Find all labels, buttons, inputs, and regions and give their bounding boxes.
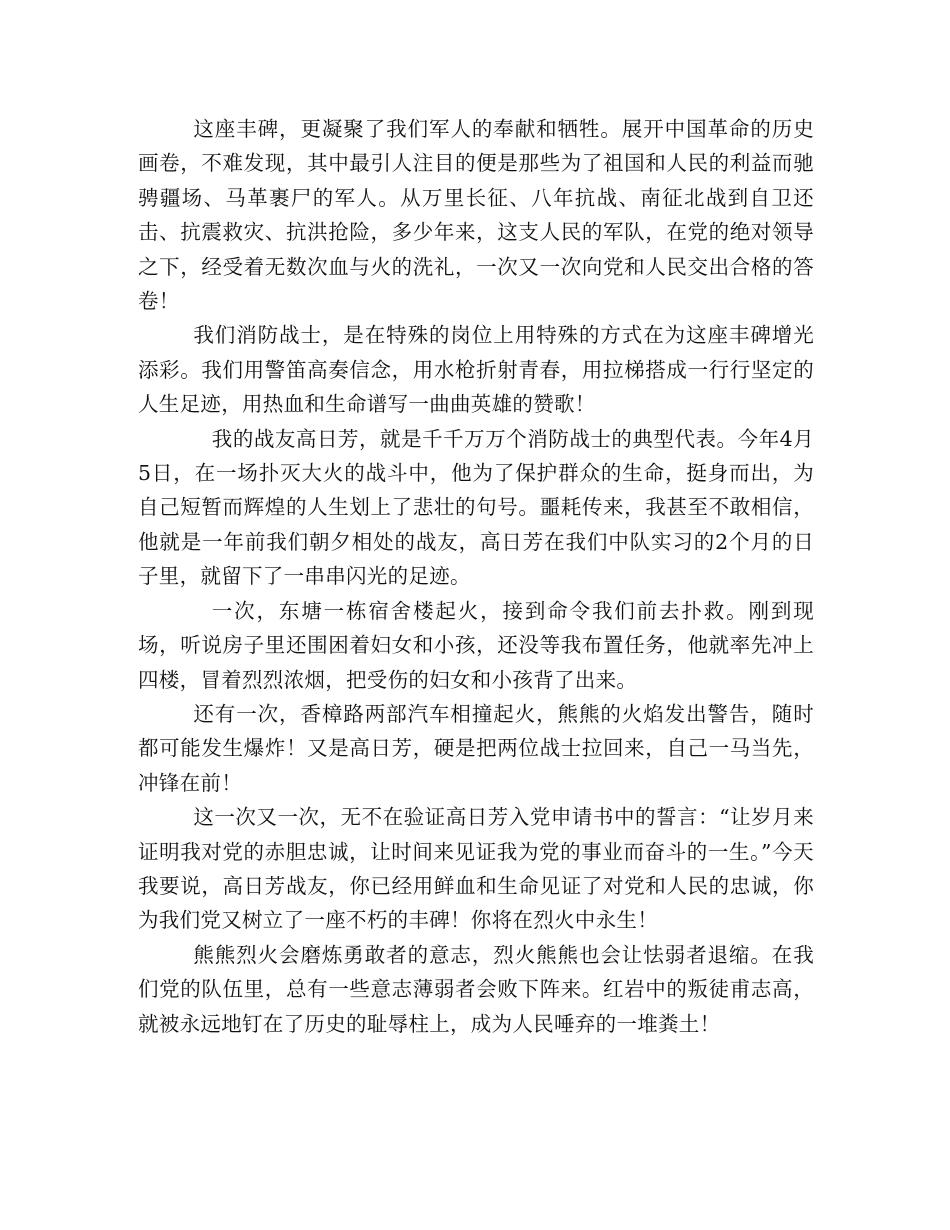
paragraph-6: 这一次又一次，无不在验证高日芳入党申请书中的誓言：“让岁月来证明我对党的赤胆忠诚，让时间来见证我为党的事业而奋斗的一生。”今天我要说，高日芳战友，你已经用鲜血和生命见证了对党和人民的忠诚，你为我们党又树立了一座不朽的丰碑！你将在烈火中永生！	[138, 805, 814, 933]
paragraph-4: 一次，东塘一栋宿舍楼起火，接到命令我们前去扑救。刚到现场，听说房子里还围困着妇女和小孩，还没等我布置任务，他就率先冲上四楼，冒着烈烈浓烟，把受伤的妇女和小孩背了出来。	[138, 598, 814, 692]
paragraph-3: 我的战友高日芳，就是千千万万个消防战士的典型代表。今年4月5日，在一场扑灭大火的战斗中，他为了保护群众的生命，挺身而出，为自己短暂而辉煌的人生划上了悲壮的句号。噩耗传来，我甚至不敢相信，他就是一年前我们朝夕相处的战友，高日芳在我们中队实习的2个月的日子里，就留下了一串串闪光的足迹。	[138, 426, 814, 589]
paragraph-1: 这座丰碑，更凝聚了我们军人的奉献和牺牲。展开中国革命的历史画卷，不难发现，其中最引人注目的便是那些为了祖国和人民的利益而驰骋疆场、马革裹尸的军人。从万里长征、八年抗战、南征北战到自卫还击、抗震救灾、抗洪抢险，多少年来，这支人民的军队，在党的绝对领导之下，经受着无数次血与火的洗礼，一次又一次向党和人民交出合格的答卷！	[138, 117, 814, 314]
paragraph-5: 还有一次，香樟路两部汽车相撞起火，熊熊的火焰发出警告，随时都可能发生爆炸！又是高日芳，硬是把两位战士拉回来，自己一马当先，冲锋在前！	[138, 701, 814, 795]
paragraph-2: 我们消防战士，是在特殊的岗位上用特殊的方式在为这座丰碑增光添彩。我们用警笛高奏信念，用水枪折射青春，用拉梯搭成一行行坚定的人生足迹，用热血和生命谱写一曲曲英雄的赞歌！	[138, 323, 814, 417]
paragraph-7: 熊熊烈火会磨炼勇敢者的意志，烈火熊熊也会让怯弱者退缩。在我们党的队伍里，总有一些意志薄弱者会败下阵来。红岩中的叛徒甫志高，就被永远地钉在了历史的耻辱柱上，成为人民唾弃的一堆粪土！	[138, 942, 814, 1036]
document-body	[138, 112, 814, 1041]
